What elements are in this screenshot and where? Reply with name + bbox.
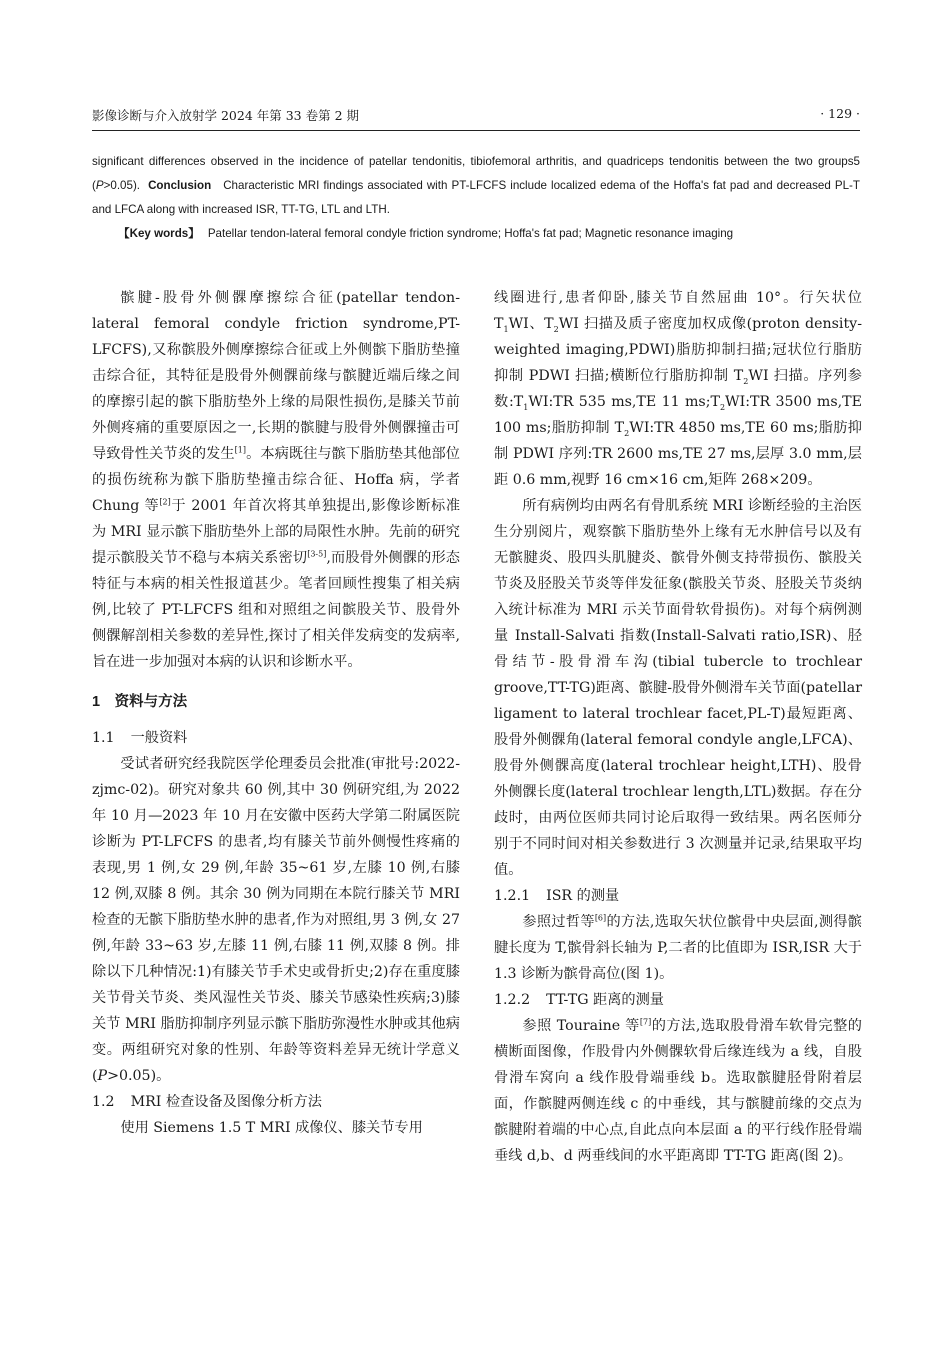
keywords-text: Patellar tendon-lateral femoral condyle friction syndrome; Hoffa's fat pad; Magnetic resonance imaging — [207, 227, 734, 240]
section-heading-1-2-1: 1.2.1 ISR 的测量 — [494, 888, 620, 904]
journal-title: 影像诊断与介入放射学 2024 年第 33 卷第 2 期 — [92, 108, 360, 123]
left-column — [92, 285, 460, 1141]
running-header — [92, 106, 860, 128]
page-number: · 129 · — [820, 106, 860, 121]
abstract-text: significant differences observed in the incidence of patellar tendonitis, tibiofemoral arthritis, and quadriceps tendonitis between the two groups5 ( — [92, 155, 860, 192]
citation: [7] — [639, 1017, 652, 1027]
conclusion-label: Conclusion — [148, 179, 212, 192]
paragraph-image-review: 所有病例均由两名有骨肌系统 MRI 诊断经验的主治医生分别阅片，观察髌下脂肪垫外上缘有无水肿信号以及有无髌腱炎、股四头肌腱炎、髌骨外侧支持带损伤、髌股关节炎及胫股关节炎等伴发征象(髌股关节炎、胫股关节炎纳入统计标准为 MRI 示关节面骨软骨损伤)。对每个病例测量 Install-Salvati 指数(Install-Salvati ratio,ISR)、胫骨结节-股骨滑车沟(tibial tubercle to trochlear groove,TT-TG)距离、髌腱-股骨外侧滑车关节面(patellar ligament to lateral trochlear facet,PL-T)最短距离、股骨外侧髁角(lateral femoral condyle angle,LFCA)、股骨外侧髁高度(lateral trochlear height,LTH)、股骨外侧髁长度(lateral trochlear length,LTL)数据。存在分歧时，由两位医师共同讨论后取得一致结果。两名医师分别于不同时间对相关参数进行 3 次测量并记录,结果取平均值。 — [494, 498, 862, 878]
paragraph-isr: 参照过哲等[6]的方法,选取矢状位髌骨中央层面,测得髌腱长度为 T,髌骨斜长轴为 P,二者的比值即为 ISR,ISR 大于 1.3 诊断为髌骨高位(图 1)。 — [494, 913, 862, 982]
section-heading-1: 1 资料与方法 — [92, 694, 188, 710]
paragraph-tt-tg: 参照 Touraine 等[7]的方法,选取股骨滑车软骨完整的横断面图像，作股骨内外侧髁软骨后缘连线为 a 线，自股骨滑车窝向 a 线作股骨端垂线 b。选取髌腱胫骨附着层面，作髌腱两侧连线 c 的中垂线，其与髌腱前缘的交点为髌腱附着端的中心点,自此点向本层面 a 的平行线作胫骨端垂线 d,b、d 两垂线间的水平距离即 TT-TG 距离(图 2)。 — [494, 1017, 862, 1164]
citation: [2] — [159, 497, 171, 507]
paragraph-general-data: 受试者研究经我院医学伦理委员会批准(审批号:2022-zjmc-02)。研究对象共 60 例,其中 30 例研究组,为 2022 年 10 月—2023 年 10 月在安徽中医药大学第二附属医院诊断为 PT-LFCFS 的患者,均有膝关节前外侧慢性疼痛的表现,男 1 例,女 29 例,年龄 35~61 岁,左膝 10 例,右膝 12 例,双膝 8 例。其余 30 例为同期在本院行膝关节 MRI 检查的无髌下脂肪垫水肿的患者,作为对照组,男 3 例,女 27 例,年龄 33~63 岁,左膝 11 例,右膝 11 例,双膝 8 例。排除以下几种情况:1)有膝关节手术史或骨折史;2)存在重度膝关节骨关节炎、类风湿性关节炎、膝关节感染性疾病;3)膝关节 MRI 脂肪抑制序列显示髌下脂肪弥漫性水肿或其他病变。两组研究对象的性别、年龄等资料差异无统计学意义(P>0.05)。 — [92, 756, 460, 1084]
citation: [6] — [594, 913, 607, 923]
section-heading-1-1: 1.1 一般资料 — [92, 730, 188, 746]
keywords-label: 【Key words】 — [118, 227, 200, 240]
abstract-continuation — [92, 150, 860, 222]
header-rule — [92, 130, 860, 131]
citation: [1] — [234, 445, 246, 455]
paragraph-mri-equipment: 使用 Siemens 1.5 T MRI 成像仪、膝关节专用 — [120, 1120, 423, 1136]
keywords — [118, 223, 860, 245]
paragraph-mri-parameters: 线圈进行,患者仰卧,膝关节自然屈曲 10°。行矢状位 $T_1WI$、$T_2WI$ 扫描及质子密度加权成像(proton density-weighted imaging,PDWI)脂肪抑制扫描;冠状位行脂肪抑制 PDWI 扫描;横断位行脂肪抑制 $T_2WI$ 扫描。序列参数$:T_1WI:TR$ 535 ms,TE 11 $ms;T_2WI:TR$ 3500 ms,TE 100 ms;脂肪抑制 $T_2WI:TR$ 4850 ms,TE 60 ms;脂肪抑制 PDWI 序列:TR 2600 ms,TE 27 ms,层厚 3.0 mm,层距 0.6 mm,视野 16 cm×16 cm,矩阵 268×209。 — [494, 290, 862, 488]
citation: [3-5] — [307, 549, 327, 559]
p-italic: P — [95, 179, 104, 192]
conclusion-text: Characteristic MRI findings associated with PT-LFCFS include localized edema of the Hoffa's fat pad and decreased PL-T and LFCA along with increased ISR, TT-TG, LTL and LTH. — [92, 179, 860, 216]
section-heading-1-2: 1.2 MRI 检查设备及图像分析方法 — [92, 1094, 322, 1110]
section-heading-1-2-2: 1.2.2 TT-TG 距离的测量 — [494, 992, 664, 1008]
right-column — [494, 285, 862, 1169]
abstract-text-2: >0.05). — [103, 179, 141, 192]
intro-paragraph: 髌腱-股骨外侧髁摩擦综合征(patellar tendon-lateral femoral condyle friction syndrome,PT-LFCFS),又称髌股外侧摩擦综合征或上外侧髌下脂肪垫撞击综合征，其特征是股骨外侧髁前缘与髌腱近端后缘之间的摩擦引起的髌下脂肪垫外上缘的局限性损伤,是膝关节前外侧疼痛的重要原因之一,长期的髌腱与股骨外侧髁撞击可导致骨性关节炎的发生[1]。本病既往与髌下脂肪垫其他部位的损伤统称为髌下脂肪垫撞击综合征、Hoffa 病，学者 Chung 等[2]于 2001 年首次将其单独提出,影像诊断标准为 MRI 显示髌下脂肪垫外上部的局限性水肿。先前的研究提示髌股关节不稳与本病关系密切[3-5],而股骨外侧髁的形态特征与本病的相关性报道甚少。笔者回顾性搜集了相关病例,比较了 PT-LFCFS 组和对照组之间髌股关节、股骨外侧髁解剖相关参数的差异性,探讨了相关伴发病变的发病率,旨在进一步加强对本病的认识和诊断水平。 — [92, 290, 461, 670]
